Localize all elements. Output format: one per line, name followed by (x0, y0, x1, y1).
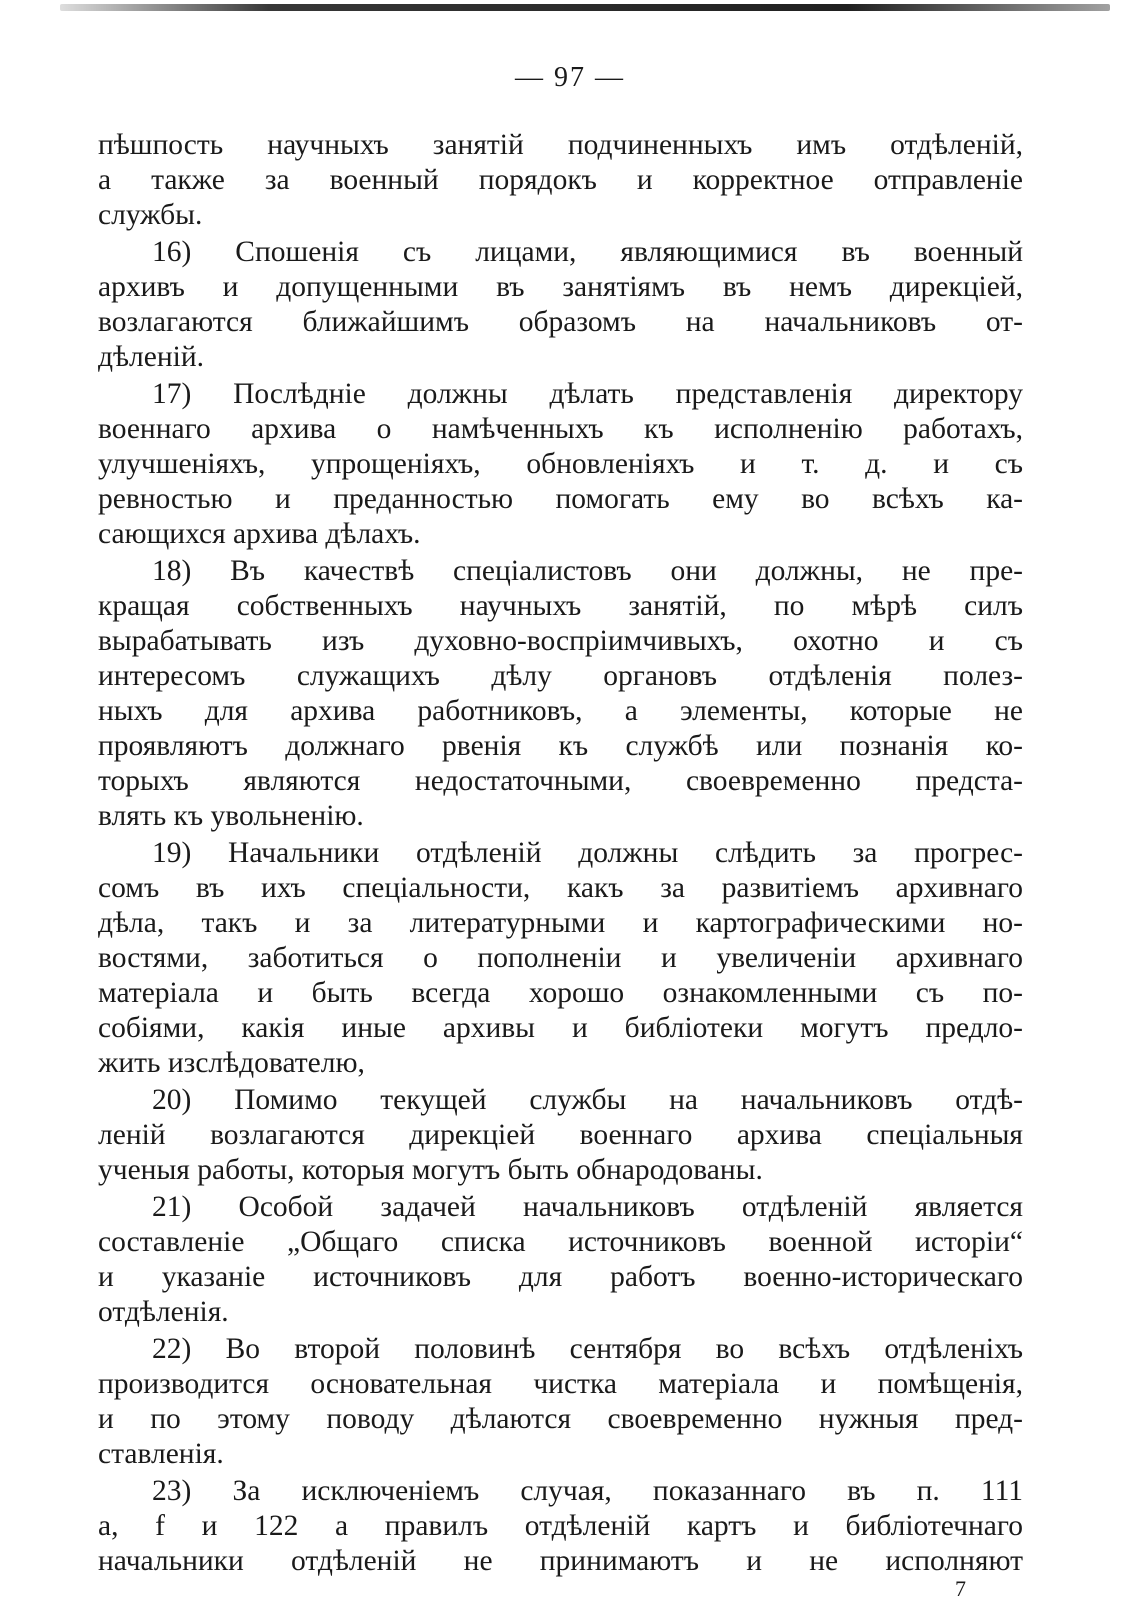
top-border-rule (60, 4, 1110, 11)
text-line: производится основательная чистка матеріала и помѣщенія, (98, 1368, 1023, 1400)
text-line: 19) Начальники отдѣленій должны слѣдить за прогрес- (152, 837, 1023, 869)
text-line: 23) За исключеніемъ случая, показаннаго въ п. 111 (152, 1475, 1023, 1507)
page-number: — 97 — (515, 62, 625, 93)
text-line: военнаго архива о намѣченныхъ къ исполненію работахъ, (98, 413, 1023, 445)
text-line: ставленія. (98, 1438, 224, 1470)
text-line: дѣленій. (98, 341, 204, 373)
signature-mark: 7 (955, 1576, 966, 1601)
text-line: сомъ въ ихъ спеціальности, какъ за развитіемъ архивнаго (98, 872, 1023, 904)
text-line: а также за военный порядокъ и корректное отправленіе (98, 164, 1023, 196)
text-line: проявляютъ должнаго рвенія къ службѣ или познанія ко- (98, 730, 1023, 762)
text-line: составленіе „Общаго списка источниковъ военной исторіи“ (98, 1226, 1023, 1258)
text-line: интересомъ служащихъ дѣлу органовъ отдѣленія полез- (98, 660, 1023, 692)
text-line: 20) Помимо текущей службы на начальниковъ отдѣ- (152, 1084, 1023, 1116)
text-line: леній возлагаются дирекціей военнаго архива спеціальныя (98, 1119, 1023, 1151)
text-line: а, f и 122 а правилъ отдѣленій картъ и библіотечнаго (98, 1510, 1023, 1542)
text-line: 16) Спошенія съ лицами, являющимися въ военный (152, 236, 1023, 268)
text-line: ревностью и преданностью помогать ему во всѣхъ ка- (98, 483, 1023, 515)
text-line: архивъ и допущенными въ занятіямъ въ немъ дирекціей, (98, 271, 1023, 303)
text-line: отдѣленія. (98, 1296, 229, 1328)
text-line: улучшеніяхъ, упрощеніяхъ, обновленіяхъ и т. д. и съ (98, 448, 1023, 480)
text-line: жить изслѣдователю, (98, 1047, 365, 1079)
text-line: востями, заботиться о пополненіи и увеличеніи архивнаго (98, 942, 1023, 974)
text-line: службы. (98, 199, 203, 231)
text-line: собіями, какія иные архивы и библіотеки могутъ предло- (98, 1012, 1023, 1044)
text-line: влять къ увольненію. (98, 800, 364, 832)
text-line: торыхъ являются недостаточными, своевременно предста- (98, 765, 1023, 797)
body-text (98, 128, 1023, 1579)
text-line: 17) Послѣдніе должны дѣлать представленія директору (152, 378, 1023, 410)
text-line: возлагаются ближайшимъ образомъ на начальниковъ от- (98, 306, 1023, 338)
text-line: начальники отдѣленій не принимаютъ и не исполняют (98, 1545, 1023, 1577)
text-line: и указаніе источниковъ для работъ военно-историческаго (98, 1261, 1023, 1293)
text-line: кращая собственныхъ научныхъ занятій, по мѣрѣ силъ (98, 590, 1023, 622)
text-line: пѣшпость научныхъ занятій подчиненныхъ имъ отдѣленій, (98, 129, 1023, 161)
text-line: сающихся архива дѣлахъ. (98, 518, 421, 550)
text-line: 18) Въ качествѣ спеціалистовъ они должны, не пре- (152, 555, 1023, 587)
text-line: и по этому поводу дѣлаются своевременно нужныя пред- (98, 1403, 1023, 1435)
text-line: ученыя работы, которыя могутъ быть обнародованы. (98, 1154, 763, 1186)
text-line: 21) Особой задачей начальниковъ отдѣленій является (152, 1191, 1023, 1223)
text-line: 22) Во второй половинѣ сентября во всѣхъ отдѣленіхъ (152, 1333, 1023, 1365)
text-line: матеріала и быть всегда хорошо ознакомленными съ по- (98, 977, 1023, 1009)
text-line: ныхъ для архива работниковъ, а элементы, которые не (98, 695, 1023, 727)
text-line: вырабатывать изъ духовно-воспріимчивыхъ, охотно и съ (98, 625, 1023, 657)
text-line: дѣла, такъ и за литературными и картографическими но- (98, 907, 1023, 939)
